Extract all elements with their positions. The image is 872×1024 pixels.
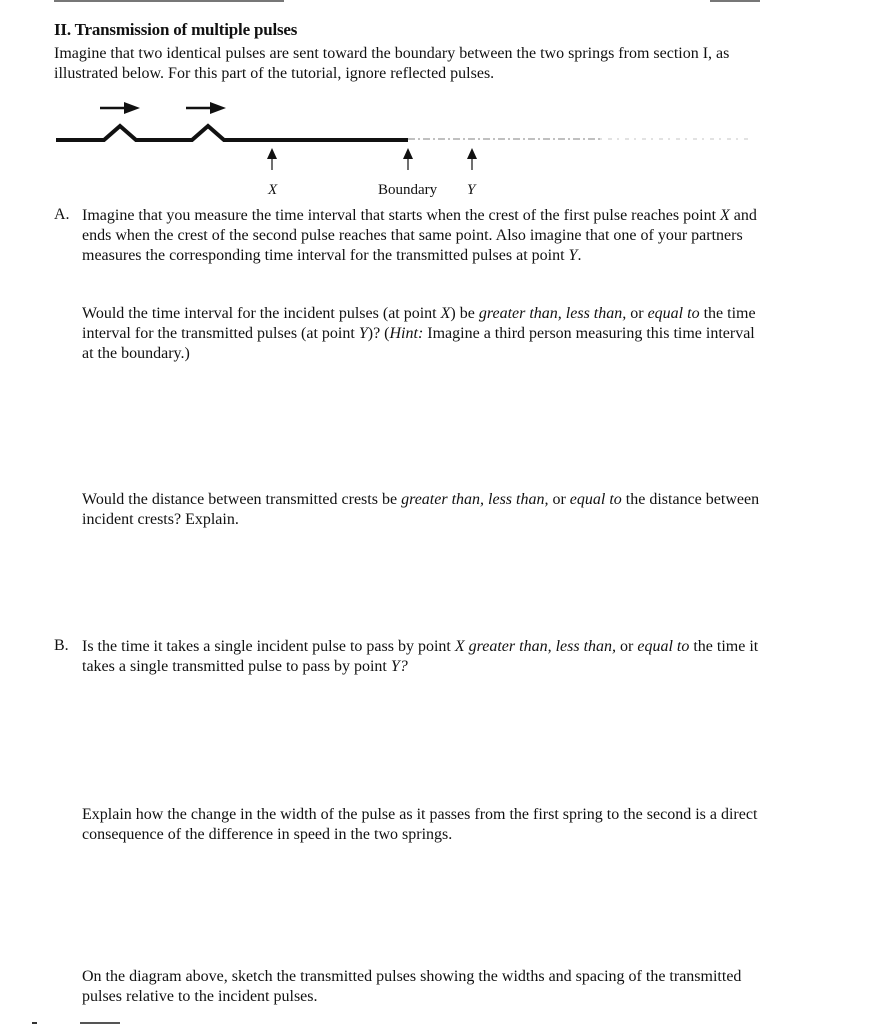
arrow-up-icon — [403, 148, 413, 170]
part-b-question-3: On the diagram above, sketch the transmitted pulses showing the widths and spacing of the transmitted pulses relative to the incident pulses. — [82, 968, 742, 1005]
pulse-diagram — [0, 90, 872, 205]
arrow-right-icon — [186, 102, 226, 114]
first-spring-with-pulses — [56, 126, 408, 140]
part-b-letter: B. — [54, 637, 69, 654]
part-b-question-1: Is the time it takes a single incident pulse to pass by point X greater than, less than, or equal to the time it takes a single transmitted pulse to pass by point Y? — [82, 638, 759, 675]
top-rule-left — [54, 0, 284, 2]
arrow-up-icon — [467, 148, 477, 170]
top-rule-right — [710, 0, 760, 2]
part-a-question-2: Would the distance between transmitted crests be greater than, less than, or equal to the distance between incident crests? Explain. — [82, 491, 760, 528]
part-a-question-1: Would the time interval for the incident pulses (at point X) be greater than, less than, or equal to the time interval for the transmitted pulses (at point Y)? (Hint: Imagine a third person measuring this time interval at the boundary.) — [82, 305, 756, 362]
part-a-letter: A. — [54, 206, 70, 223]
cutoff-next-line — [30, 1016, 130, 1024]
label-y: Y — [467, 182, 476, 198]
section-title: II. Transmission of multiple pulses — [54, 20, 298, 39]
label-boundary: Boundary — [378, 182, 438, 198]
arrow-up-icon — [267, 148, 277, 170]
arrow-right-icon — [100, 102, 140, 114]
part-a-setup: Imagine that you measure the time interval that starts when the crest of the first pulse reaches point X and ends when the crest of the second pulse reaches that same point. Also imagine that one of your partners measures the corresponding time interval for the transmitted pulses at point Y. — [82, 207, 757, 264]
section-intro: Imagine that two identical pulses are sent toward the boundary between the two springs from section I, as illustrated below. For this part of the tutorial, ignore reflected pulses. — [54, 45, 730, 82]
label-x: X — [268, 182, 278, 198]
part-b-question-2: Explain how the change in the width of the pulse as it passes from the first spring to the second is a direct consequence of the difference in speed in the two springs. — [82, 806, 758, 843]
